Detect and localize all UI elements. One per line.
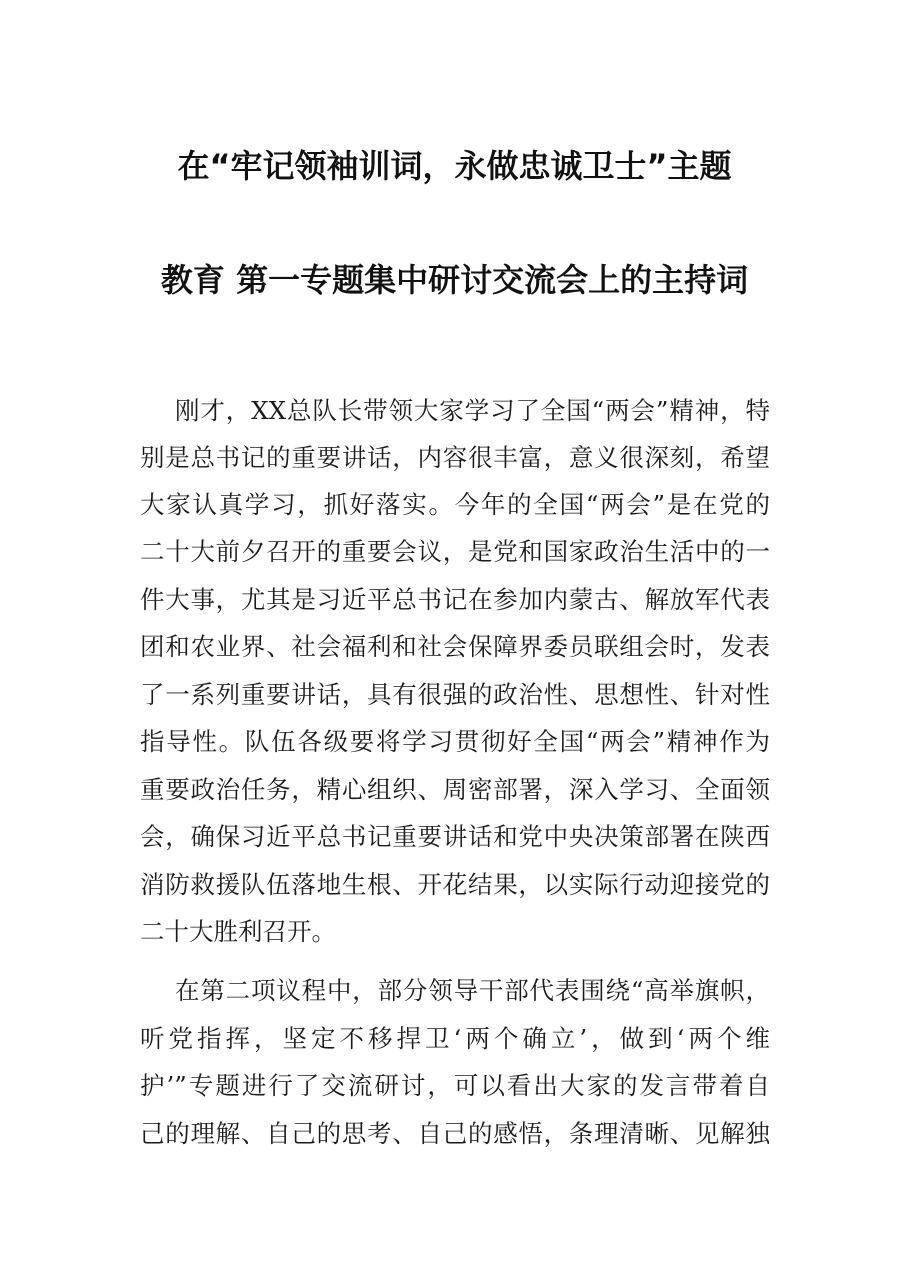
paragraph-1-line: 二十大前夕召开的重要会议，是党和国家政治生活中的一 [140,537,770,566]
paragraph-1-line: 会，确保习近平总书记重要讲话和党中央决策部署在陕西 [140,822,770,851]
paragraph-1-line: 团和农业界、社会福利和社会保障界委员联组会时，发表 [140,632,770,661]
paragraph-1-line: 消防救援队伍落地生根、开花结果，以实际行动迎接党的 [140,870,770,899]
paragraph-1-line: 件大事，尤其是习近平总书记在参加内蒙古、解放军代表 [140,585,770,614]
paragraph-1-line: 了一系列重要讲话，具有很强的政治性、思想性、针对性 [140,680,770,709]
paragraph-1-line: 重要政治任务，精心组织、周密部署，深入学习、全面领 [140,775,770,804]
paragraph-1-line: 二十大胜利召开。 [140,917,336,946]
paragraph-2-line: 己的理解、自己的思考、自己的感悟，条理清晰、见解独 [140,1119,770,1148]
paragraph-1-line: 别是总书记的重要讲话，内容很丰富，意义很深刻，希望 [140,443,770,472]
document-title-line-1: 在“牢记领袖训词，永做忠诚卫士”主题 [177,147,732,185]
paragraph-1-line: 刚才，XX总队长带领大家学习了全国“两会”精神，特 [175,396,770,425]
paragraph-1-line: 指导性。队伍各级要将学习贯彻好全国“两会”精神作为 [140,727,770,756]
paragraph-2-line: 在第二项议程中，部分领导干部代表围绕“高举旗帜， [175,976,770,1005]
paragraph-2-line: 护’”专题进行了交流研讨，可以看出大家的发言带着自 [140,1071,770,1100]
paragraph-2-line: 听党指挥，坚定不移捍卫‘两个确立’，做到‘两个维 [140,1024,770,1053]
document-title-line-2: 教育 第一专题集中研讨交流会上的主持词 [160,261,749,299]
paragraph-1-line: 大家认真学习，抓好落实。今年的全国“两会”是在党的 [140,490,770,519]
